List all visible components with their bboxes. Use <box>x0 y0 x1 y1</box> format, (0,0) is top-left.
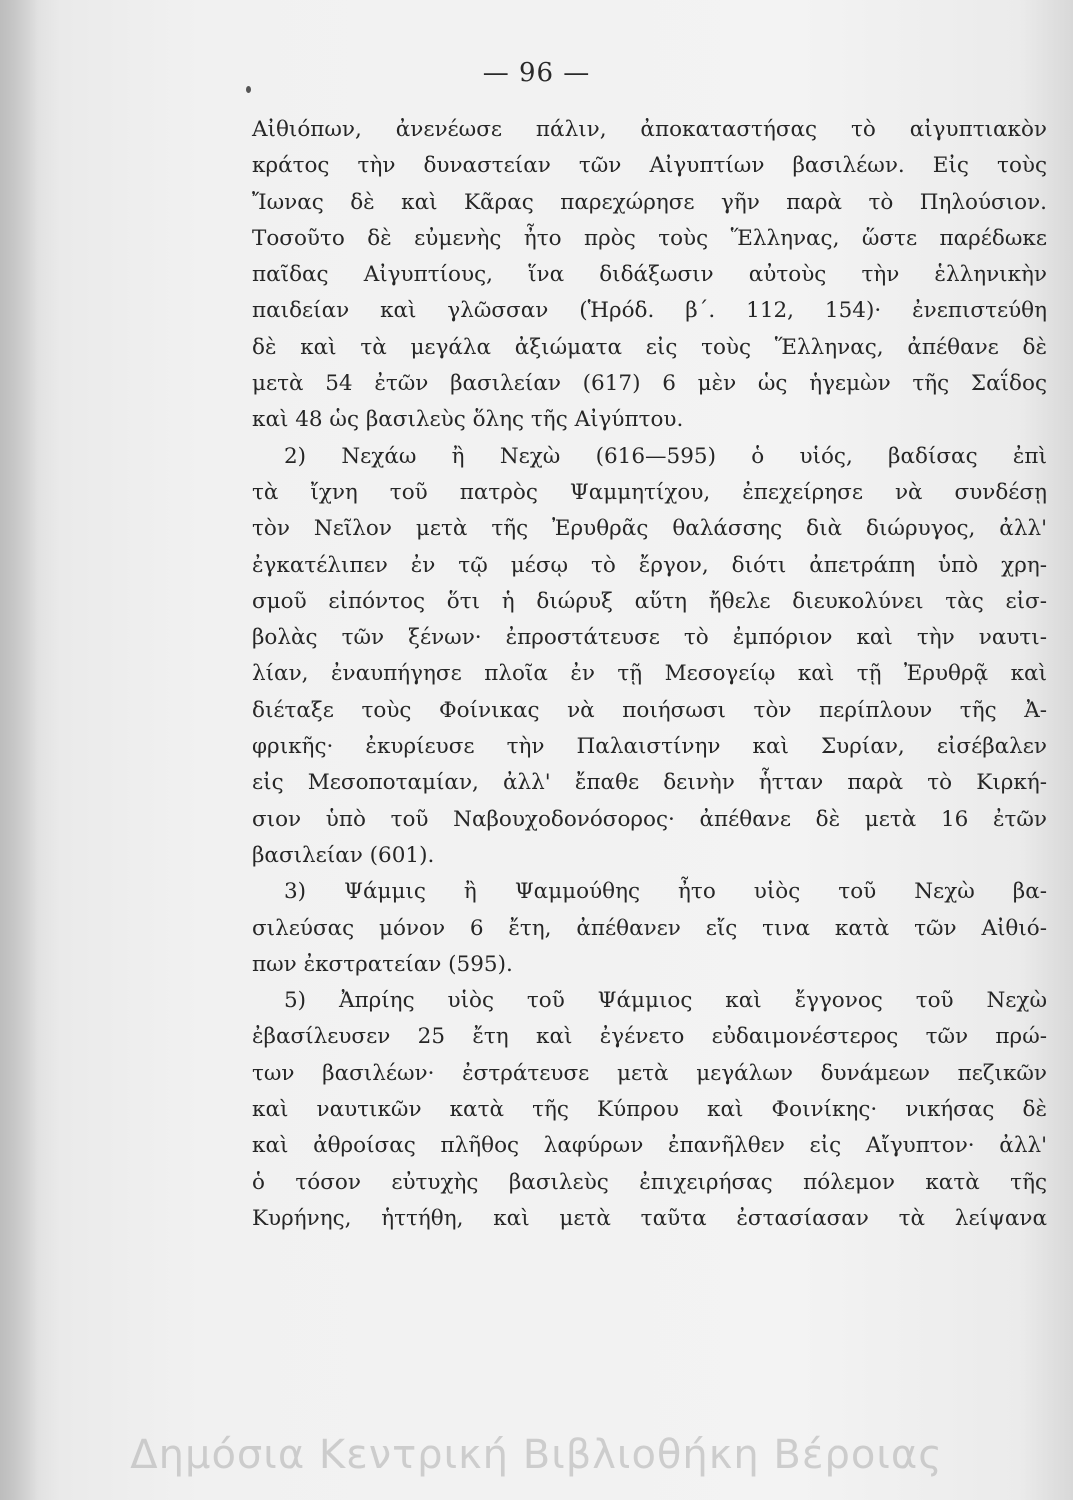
text-line: τὸν Νεῖλον μετὰ τῆς Ἐρυθρᾶς θαλάσσης διὰ διώρυγος, ἀλλ' <box>252 516 1047 542</box>
text-line: παῖδας Αἰγυπτίους, ἵνα διδάξωσιν αὐτοὺς τὴν ἑλληνικὴν <box>252 262 1047 288</box>
page-number: — 96 — <box>482 58 591 88</box>
text-line: παιδείαν καὶ γλῶσσαν (Ἡρόδ. β΄. 112, 154)· ἐνεπιστεύθη <box>252 298 1047 324</box>
text-line: Αἰθιόπων, ἀνενέωσε πάλιν, ἀποκαταστήσας τὸ αἰγυπτιακὸν <box>252 117 1047 142</box>
text-line: 5) Ἀπρίης υἱὸς τοῦ Ψάμμιος καὶ ἔγγονος τοῦ Νεχὼ <box>284 988 1047 1014</box>
text-line: ὁ τόσον εὐτυχὴς βασιλεὺς ἐπιχειρήσας πόλεμον κατὰ τῆς <box>252 1169 1047 1195</box>
body-text <box>252 112 1047 1237</box>
text-line: Ἴωνας δὲ καὶ Κᾶρας παρεχώρησε γῆν παρὰ τὸ Πηλούσιον. <box>252 189 1047 215</box>
text-line: βολὰς τῶν ξένων· ἐπροστάτευσε τὸ ἐμπόριον καὶ τὴν ναυτι- <box>252 625 1047 651</box>
text-line: σιλεύσας μόνον 6 ἔτη, ἀπέθανεν εἴς τινα κατὰ τῶν Αἰθιό- <box>252 915 1047 941</box>
library-watermark: Δημόσια Κεντρική Βιβλιοθήκη Βέροιας <box>130 1432 943 1478</box>
text-line: σμοῦ εἰπόντος ὅτι ἡ διώρυξ αὕτη ἤθελε διευκολύνει τὰς εἰσ- <box>252 588 1047 614</box>
text-line: τὰ ἴχνη τοῦ πατρὸς Ψαμμητίχου, ἐπεχείρησε νὰ συνδέσῃ <box>252 479 1047 505</box>
text-line: ἐγκατέλιπεν ἐν τῷ μέσῳ τὸ ἔργον, διότι ἀπετράπη ὑπὸ χρη- <box>252 552 1047 578</box>
text-line: καὶ ἀθροίσας πλῆθος λαφύρων ἐπανῆλθεν εἰς Αἴγυπτον· ἀλλ' <box>252 1133 1047 1159</box>
text-line: καὶ 48 ὡς βασιλεὺς ὅλης τῆς Αἰγύπτου. <box>252 407 684 433</box>
text-line: σιον ὑπὸ τοῦ Ναβουχοδονόσορος· ἀπέθανε δὲ μετὰ 16 ἐτῶν <box>252 806 1047 832</box>
text-line: ἐβασίλευσεν 25 ἔτη καὶ ἐγένετο εὐδαιμονέστερος τῶν πρώ- <box>252 1024 1047 1050</box>
text-line: κράτος τὴν δυναστείαν τῶν Αἰγυπτίων βασιλέων. Εἰς τοὺς <box>252 153 1047 179</box>
text-line: βασιλείαν (601). <box>252 842 435 868</box>
text-line: μετὰ 54 ἐτῶν βασιλείαν (617) 6 μὲν ὡς ἡγεμὼν τῆς Σαΐδος <box>252 371 1047 397</box>
text-line: των βασιλέων· ἐστράτευσε μετὰ μεγάλων δυνάμεων πεζικῶν <box>252 1060 1047 1086</box>
text-line: φρικῆς· ἐκυρίευσε τὴν Παλαιστίνην καὶ Συρίαν, εἰσέβαλεν <box>252 734 1047 760</box>
text-line: εἰς Μεσοποταμίαν, ἀλλ' ἔπαθε δεινὴν ἧτταν παρὰ τὸ Κιρκή- <box>252 770 1047 796</box>
text-line: Τοσοῦτο δὲ εὐμενὴς ἦτο πρὸς τοὺς Ἕλληνας, ὥστε παρέδωκε <box>252 225 1047 251</box>
text-line: 3) Ψάμμις ἢ Ψαμμούθης ἦτο υἱὸς τοῦ Νεχὼ βα- <box>284 879 1047 905</box>
text-line: δὲ καὶ τὰ μεγάλα ἀξιώματα εἰς τοὺς Ἕλληνας, ἀπέθανε δὲ <box>252 334 1047 360</box>
text-line: καὶ ναυτικῶν κατὰ τῆς Κύπρου καὶ Φοινίκης· νικήσας δὲ <box>252 1097 1047 1123</box>
text-line: λίαν, ἐναυπήγησε πλοῖα ἐν τῇ Μεσογείῳ καὶ τῇ Ἐρυθρᾷ καὶ <box>252 661 1047 687</box>
spine-shadow <box>0 0 38 1500</box>
text-line: 2) Νεχάω ἢ Νεχὼ (616—595) ὁ υἱός, βαδίσας ἐπὶ <box>284 443 1047 469</box>
text-line: διέταξε τοὺς Φοίνικας νὰ ποιήσωσι τὸν περίπλουν τῆς Ἀ- <box>252 697 1047 723</box>
text-line: Κυρήνης, ἡττήθη, καὶ μετὰ ταῦτα ἐστασίασαν τὰ λείψανα <box>252 1205 1047 1231</box>
text-line: πων ἐκστρατείαν (595). <box>252 951 513 977</box>
ink-speck <box>246 86 251 93</box>
